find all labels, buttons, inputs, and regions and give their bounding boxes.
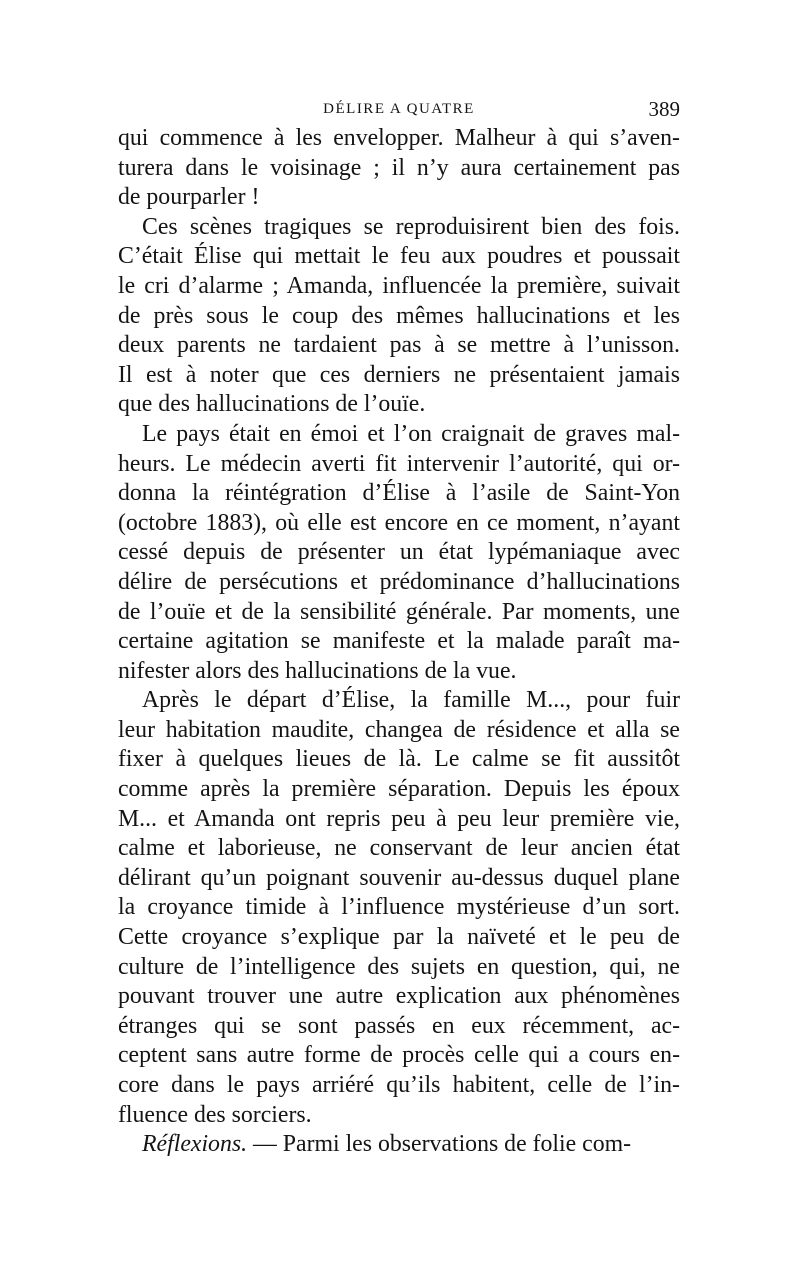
text-line: nifester alors des hallucinations de la vue.: [118, 657, 517, 684]
text-line: M... et Amanda ont repris peu à peu leur première vie,: [118, 805, 680, 832]
text-line: de pourparler !: [118, 184, 260, 211]
text-line: de l’ouïe et de la sensibilité générale. Par moments, une: [118, 598, 680, 625]
text-line: heurs. Le médecin averti fit intervenir l’autorité, qui or-: [118, 450, 680, 477]
text-line: le cri d’alarme ; Amanda, influencée la première, suivait: [118, 272, 680, 299]
page-number: 389: [648, 97, 680, 121]
body-text: [118, 124, 680, 1160]
text-line: la croyance timide à l’influence mystérieuse d’un sort.: [118, 894, 680, 921]
text-line: fluence des sorciers.: [118, 1101, 312, 1128]
text-line: Le pays était en émoi et l’on craignait de graves mal-: [142, 420, 680, 447]
section-heading-reflexions: Réflexions.: [142, 1131, 248, 1158]
text-line: fixer à quelques lieues de là. Le calme se fit aussitôt: [118, 746, 680, 773]
text-line: deux parents ne tardaient pas à se mettre à l’unisson.: [118, 332, 680, 359]
text-line: étranges qui se sont passés en eux récemment, ac-: [118, 1012, 680, 1039]
text-line: cessé depuis de présenter un état lypémaniaque avec: [118, 539, 680, 566]
text-line: culture de l’intelligence des sujets en question, qui, ne: [118, 953, 680, 980]
final-line-text: — Parmi les observations de folie com-: [247, 1131, 632, 1158]
text-line: ceptent sans autre forme de procès celle qui a cours en-: [118, 1042, 680, 1069]
text-line: pouvant trouver une autre explication aux phénomènes: [118, 983, 680, 1010]
text-line: Après le départ d’Élise, la famille M..., pour fuir: [142, 687, 680, 714]
text-line: délirant qu’un poignant souvenir au-dessus duquel plane: [118, 864, 680, 891]
text-line: délire de persécutions et prédominance d’hallucinations: [118, 568, 680, 595]
text-line: donna la réintégration d’Élise à l’asile de Saint-Yon: [118, 480, 680, 507]
running-title: DÉLIRE A QUATRE: [323, 101, 475, 117]
text-line: leur habitation maudite, changea de résidence et alla se: [118, 716, 680, 743]
text-line: de près sous le coup des mêmes hallucinations et les: [118, 302, 680, 329]
text-line: core dans le pays arriéré qu’ils habitent, celle de l’in-: [118, 1072, 680, 1098]
text-line: calme et laborieuse, ne conservant de leur ancien état: [118, 835, 680, 862]
text-line-final: [118, 1130, 680, 1160]
text-line: Cette croyance s’explique par la naïveté et le peu de: [118, 924, 680, 951]
text-line: Il est à noter que ces derniers ne présentaient jamais: [118, 361, 680, 388]
text-line: comme après la première séparation. Depuis les époux: [118, 776, 680, 803]
text-line: Ces scènes tragiques se reproduisirent bien des fois.: [142, 213, 680, 240]
text-line: que des hallucinations de l’ouïe.: [118, 391, 426, 418]
text-line: (octobre 1883), où elle est encore en ce moment, n’ayant: [118, 509, 680, 536]
text-line: qui commence à les envelopper. Malheur à qui s’aven-: [118, 125, 680, 151]
text-line: C’était Élise qui mettait le feu aux poudres et poussait: [118, 243, 680, 270]
running-head: [118, 94, 680, 124]
text-line: certaine agitation se manifeste et la malade paraît ma-: [118, 628, 680, 655]
text-line: turera dans le voisinage ; il n’y aura certainement pas: [118, 154, 680, 181]
